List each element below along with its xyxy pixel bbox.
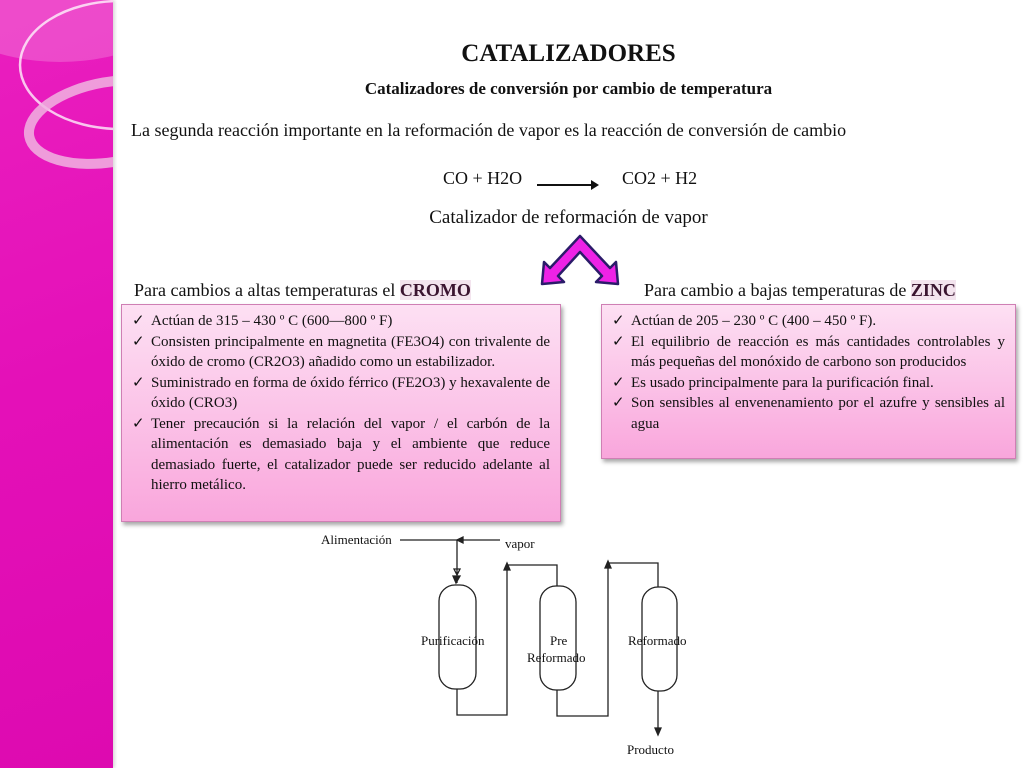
item-text: Suministrado en forma de óxido férrico (FE2O3) y hexavalente de óxido (CRO3) (151, 374, 550, 411)
item-text: Tener precaución si la relación del vapor / el carbón de la alimentación es demasiado baja y el ambiente que reduce demasiado fuerte, el catalizador puede ser reducido adelante al hierro metálico. (151, 415, 550, 493)
list-item (612, 311, 1005, 332)
check-icon: ✓ (132, 313, 145, 329)
check-icon: ✓ (612, 395, 625, 411)
equation-products: CO2 + H2 (622, 168, 698, 188)
low-temp-metal: ZINC (910, 280, 956, 300)
high-temp-box (121, 304, 561, 522)
list-item (132, 414, 550, 496)
reaction-arrow-icon (537, 184, 597, 186)
split-arrow-icon (540, 232, 620, 288)
check-icon: ✓ (612, 374, 625, 391)
list-item (132, 332, 550, 373)
unit-purification-label: Purificación (421, 633, 485, 648)
check-icon: ✓ (612, 313, 625, 329)
steam-label: vapor (505, 536, 535, 551)
list-item (612, 332, 1005, 373)
item-text: Actúan de 205 – 230 º C (400 – 450 º F). (631, 313, 877, 329)
page-title: CATALIZADORES (461, 40, 676, 67)
check-icon: ✓ (132, 333, 145, 350)
unit-prereforming-label-2: Reformado (527, 650, 586, 665)
list-item (132, 311, 550, 332)
decorative-rings (0, 0, 113, 768)
item-text: Actúan de 315 – 430 º C (600—800 º F) (151, 313, 393, 329)
low-temp-heading (644, 280, 956, 301)
high-temp-heading (134, 280, 471, 301)
subtitle: Catalizadores de conversión por cambio de temperatura (364, 79, 773, 98)
high-temp-prefix: Para cambios a altas temperaturas el (134, 280, 400, 300)
decorative-sidebar (0, 0, 113, 768)
low-temp-prefix: Para cambio a bajas temperaturas de (644, 280, 911, 300)
check-icon: ✓ (132, 415, 145, 432)
high-temp-metal: CROMO (399, 280, 471, 300)
check-icon: ✓ (612, 333, 625, 350)
check-icon: ✓ (132, 374, 145, 391)
intro-text: La segunda reacción importante en la reformación de vapor es la reacción de conversión de cambio (131, 120, 847, 140)
unit-reforming-label: Reformado (628, 633, 687, 648)
equation-reactants: CO + H2O (443, 168, 523, 188)
unit-prereforming-label: Pre (550, 633, 568, 648)
product-label: Producto (627, 742, 674, 757)
low-temp-box (601, 304, 1016, 459)
list-item (132, 373, 550, 414)
item-text: El equilibrio de reacción es más cantidades controlables y más pequeñas del monóxido de carbono son producidos (631, 333, 1005, 370)
item-text: Consisten principalmente en magnetita (FE3O4) con trivalente de óxido de cromo (CR2O3) añadido como un estabilizador. (151, 333, 550, 370)
item-text: Es usado principalmente para la purificación final. (631, 374, 934, 391)
list-item (612, 393, 1005, 434)
item-text: Son sensibles al envenenamiento por el azufre y sensibles al agua (631, 395, 1005, 432)
catalyst-heading: Catalizador de reformación de vapor (429, 207, 708, 228)
feed-label: Alimentación (321, 532, 392, 547)
list-item (612, 373, 1005, 394)
